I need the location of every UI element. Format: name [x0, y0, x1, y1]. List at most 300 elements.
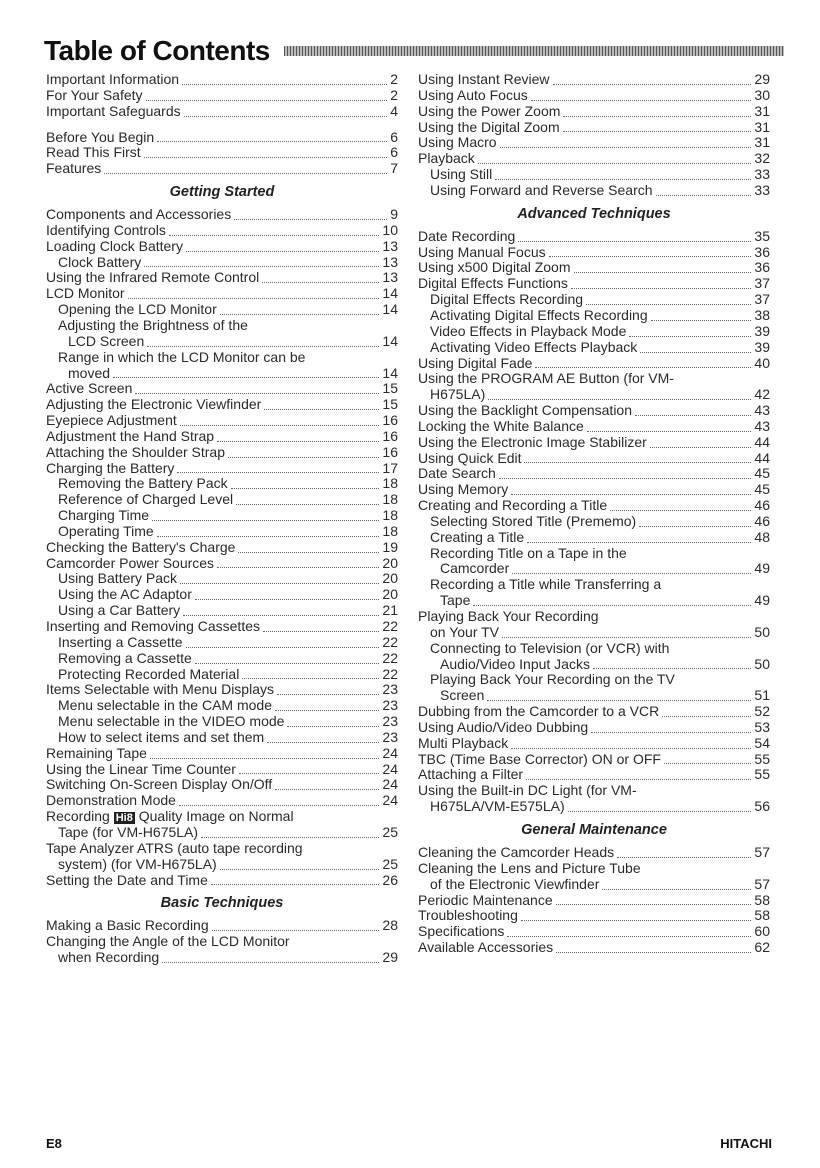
dot-leader	[629, 336, 751, 337]
dot-leader	[664, 763, 751, 764]
entry-title: Using the Backlight Compensation	[418, 402, 633, 419]
toc-entry[interactable]	[46, 793, 398, 809]
toc-entry[interactable]	[418, 356, 770, 372]
entry-page-number: 22	[382, 633, 398, 650]
toc-entry[interactable]	[418, 625, 770, 641]
toc-entry-line[interactable]: Range in which the LCD Monitor can be	[58, 348, 306, 365]
entry-page-number: 45	[754, 465, 770, 482]
entry-title: Using Manual Focus	[418, 243, 546, 260]
page-title: Table of Contents	[44, 34, 276, 68]
toc-entry[interactable]	[418, 340, 770, 356]
toc-entry-line[interactable]: Changing the Angle of the LCD Monitor	[46, 933, 290, 950]
dot-leader	[195, 663, 380, 664]
entry-page-number: 16	[382, 443, 398, 460]
dot-leader	[262, 282, 379, 283]
entry-title: Troubleshooting	[418, 907, 518, 924]
dot-leader	[180, 425, 380, 426]
dot-leader	[617, 857, 751, 858]
toc-entry[interactable]	[418, 736, 770, 752]
toc-entry-line[interactable]: Using the PROGRAM AE Button (for VM-	[418, 370, 674, 387]
dot-leader	[211, 884, 380, 885]
toc-entry[interactable]	[46, 334, 398, 350]
entry-page-number: 14	[382, 364, 398, 381]
dot-leader	[177, 472, 379, 473]
toc-entry[interactable]	[418, 720, 770, 736]
toc-entry[interactable]	[418, 924, 770, 940]
entry-title: Locking the White Balance	[418, 417, 584, 434]
toc-entry[interactable]	[46, 239, 398, 255]
entry-page-number: 23	[382, 713, 398, 730]
dot-leader	[275, 789, 379, 790]
dot-leader	[500, 147, 752, 148]
entry-page-number: 33	[754, 166, 770, 183]
entry-page-number: 16	[382, 412, 398, 429]
toc-entry[interactable]	[46, 492, 398, 508]
entry-page-number: 57	[754, 843, 770, 860]
toc-entry[interactable]	[418, 498, 770, 514]
entry-page-number: 17	[382, 459, 398, 476]
entry-title: Camcorder	[440, 560, 510, 577]
toc-entry[interactable]	[46, 762, 398, 778]
entry-title: Specifications	[418, 923, 505, 940]
toc-entry[interactable]	[46, 413, 398, 429]
entry-page-number: 18	[382, 522, 398, 539]
toc-entry[interactable]	[418, 72, 770, 88]
dot-leader	[152, 520, 379, 521]
entry-title: Using Auto Focus	[418, 86, 528, 103]
entry-page-number: 43	[754, 417, 770, 434]
toc-entry[interactable]	[46, 270, 398, 286]
toc-entry[interactable]	[46, 429, 398, 445]
toc-entry[interactable]	[46, 88, 398, 104]
dot-leader	[553, 84, 752, 85]
dot-leader	[556, 904, 752, 905]
toc-entry-line[interactable]: Recording Title on a Tape in the	[430, 544, 627, 561]
toc-entry[interactable]	[46, 207, 398, 223]
entry-page-number: 36	[754, 259, 770, 276]
entry-title: Checking the Battery's Charge	[46, 538, 236, 555]
entry-page-number: 24	[382, 776, 398, 793]
entry-title: Activating Video Effects Playback	[430, 338, 638, 355]
toc-entry[interactable]	[46, 130, 398, 146]
section-heading-advanced-techniques: Advanced Techniques	[517, 205, 671, 222]
dot-leader	[495, 179, 751, 180]
toc-entry[interactable]	[418, 482, 770, 498]
toc-entry[interactable]	[418, 419, 770, 435]
entry-title: Adjustment the Hand Strap	[46, 427, 215, 444]
toc-entry[interactable]	[418, 688, 770, 704]
entry-page-number: 44	[754, 449, 770, 466]
toc-entry-line[interactable]	[46, 809, 398, 825]
toc-entry[interactable]	[418, 167, 770, 183]
toc-entry[interactable]	[46, 603, 398, 619]
toc-entry[interactable]	[46, 397, 398, 413]
toc-entry[interactable]	[46, 145, 398, 161]
entry-title: Before You Begin	[46, 128, 155, 145]
page-number: E8	[46, 1136, 62, 1151]
toc-entry[interactable]	[418, 135, 770, 151]
entry-page-number: 42	[754, 386, 770, 403]
entry-title: H675LA/VM-E575LA)	[430, 798, 565, 815]
entry-page-number: 50	[754, 623, 770, 640]
dot-leader	[656, 195, 752, 196]
toc-entry[interactable]	[46, 161, 398, 177]
entry-title: Using Battery Pack	[58, 570, 178, 587]
dot-leader	[231, 488, 380, 489]
toc-entry[interactable]	[46, 540, 398, 556]
toc-entry[interactable]	[46, 667, 398, 683]
entry-title: Tape	[440, 592, 471, 609]
toc-entry[interactable]	[46, 556, 398, 572]
entry-title: Menu selectable in the VIDEO mode	[58, 713, 285, 730]
entry-page-number: 51	[754, 687, 770, 704]
dot-leader	[591, 732, 751, 733]
dot-leader	[287, 726, 379, 727]
dot-leader	[263, 631, 379, 632]
entry-title: of the Electronic Viewfinder	[430, 875, 600, 892]
entry-page-number: 35	[754, 227, 770, 244]
toc-entry[interactable]	[46, 104, 398, 120]
toc-entry-line[interactable]: Recording a Title while Transferring a	[430, 576, 662, 593]
toc-entry[interactable]	[418, 403, 770, 419]
toc-entry[interactable]	[46, 746, 398, 762]
toc-entry[interactable]	[418, 845, 770, 861]
toc-entry-line[interactable]: Using the Built-in DC Light (for VM-	[418, 782, 637, 799]
toc-entry[interactable]	[46, 825, 398, 841]
dot-leader	[201, 837, 379, 838]
dot-leader	[593, 668, 751, 669]
entry-page-number: 49	[754, 560, 770, 577]
entry-title: Menu selectable in the CAM mode	[58, 697, 272, 714]
entry-page-number: 54	[754, 734, 770, 751]
entry-title: Using the Linear Time Counter	[46, 760, 236, 777]
entry-page-number: 56	[754, 798, 770, 815]
toc-entry[interactable]	[46, 445, 398, 461]
dot-leader	[531, 100, 752, 101]
entry-title: Tape (for VM-H675LA)	[58, 823, 199, 840]
entry-title: Date Recording	[418, 227, 516, 244]
entry-page-number: 10	[382, 221, 398, 238]
entry-title: Removing a Cassette	[58, 649, 192, 666]
entry-page-number: 50	[754, 655, 770, 672]
dot-leader	[238, 552, 379, 553]
entry-page-number: 13	[382, 269, 398, 286]
entry-page-number: 18	[382, 475, 398, 492]
section-heading-basic-techniques: Basic Techniques	[160, 895, 284, 912]
toc-entry[interactable]	[418, 183, 770, 199]
dot-leader	[157, 141, 387, 142]
toc-entry[interactable]	[418, 704, 770, 720]
toc-entry[interactable]	[46, 461, 398, 477]
toc-entry[interactable]	[46, 476, 398, 492]
entry-title: Opening the LCD Monitor	[58, 301, 217, 318]
entry-title: Using Quick Edit	[418, 449, 522, 466]
entry-title: Using Still	[430, 166, 493, 183]
toc-entry[interactable]	[418, 276, 770, 292]
toc-entry[interactable]	[46, 635, 398, 651]
entry-page-number: 31	[754, 118, 770, 135]
toc-entry[interactable]	[46, 255, 398, 271]
entry-page-number: 22	[382, 665, 398, 682]
toc-entry[interactable]	[418, 245, 770, 261]
entry-title: LCD Monitor	[46, 285, 125, 302]
dot-leader	[650, 447, 752, 448]
entry-title: Dubbing from the Camcorder to a VCR	[418, 703, 660, 720]
dot-leader	[478, 163, 752, 164]
dot-leader	[662, 716, 751, 717]
entry-title: Inserting and Removing Cassettes	[46, 618, 260, 634]
entry-title: Removing the Battery Pack	[58, 475, 228, 492]
entry-title: Loading Clock Battery	[46, 237, 183, 254]
entry-page-number: 29	[382, 949, 398, 966]
entry-page-number: 7	[390, 160, 398, 177]
entry-page-number: 62	[754, 939, 770, 956]
toc-entry-line[interactable]: Playing Back Your Recording on the TV	[430, 671, 675, 688]
toc-entry-line[interactable]: Cleaning the Lens and Picture Tube	[418, 859, 641, 876]
entry-title: Components and Accessories	[46, 206, 232, 223]
entry-page-number: 23	[382, 697, 398, 714]
entry-page-number: 14	[382, 332, 398, 349]
entry-page-number: 37	[754, 275, 770, 292]
dot-leader	[639, 526, 751, 527]
dot-leader	[499, 478, 752, 479]
section-heading-general-maintenance: General Maintenance	[521, 821, 667, 838]
entry-page-number: 45	[754, 481, 770, 498]
entry-title: Camcorder Power Sources	[46, 554, 215, 571]
entry-page-number: 49	[754, 592, 770, 609]
toc-entry[interactable]	[418, 752, 770, 768]
toc-entry-line[interactable]: Connecting to Television (or VCR) with	[430, 639, 670, 656]
dot-leader	[144, 157, 388, 158]
toc-entry[interactable]	[418, 229, 770, 245]
dot-leader	[574, 272, 752, 273]
entry-page-number: 33	[754, 181, 770, 198]
toc-entry[interactable]	[418, 466, 770, 482]
entry-page-number: 21	[382, 602, 398, 619]
entry-page-number: 18	[382, 491, 398, 508]
toc-entry[interactable]	[418, 151, 770, 167]
dot-leader	[180, 583, 379, 584]
entry-page-number: 20	[382, 570, 398, 587]
dot-leader	[502, 637, 751, 638]
entry-title: Quality Image on Normal	[138, 808, 294, 825]
entry-title: LCD Screen	[68, 332, 145, 349]
toc-entry[interactable]	[418, 893, 770, 909]
toc-entry[interactable]	[418, 799, 770, 815]
toc-entry[interactable]	[418, 877, 770, 893]
toc-entry[interactable]	[46, 714, 398, 730]
entry-title: Using a Car Battery	[58, 602, 181, 619]
dot-leader	[521, 920, 752, 921]
entry-title: Important Information	[46, 71, 180, 87]
entry-title: H675LA)	[430, 386, 486, 403]
dot-leader	[568, 811, 752, 812]
entry-page-number: 46	[754, 512, 770, 529]
toc-entry[interactable]	[418, 308, 770, 324]
entry-title: moved	[68, 364, 111, 381]
page-heading	[44, 34, 784, 68]
entry-page-number: 16	[382, 427, 398, 444]
entry-page-number: 43	[754, 402, 770, 419]
entry-title: Attaching the Shoulder Strap	[46, 443, 226, 460]
toc-entry[interactable]	[418, 387, 770, 403]
entry-title: Using Audio/Video Dubbing	[418, 718, 589, 735]
toc-entry[interactable]	[46, 873, 398, 889]
toc-entry[interactable]	[418, 260, 770, 276]
toc-entry[interactable]	[46, 508, 398, 524]
dot-leader	[147, 346, 379, 347]
toc-entry[interactable]	[46, 777, 398, 793]
entry-page-number: 48	[754, 528, 770, 545]
toc-entry-line[interactable]: Adjusting the Brightness of the	[58, 316, 248, 333]
toc-entry[interactable]	[46, 366, 398, 382]
heading-rule	[284, 46, 784, 56]
entry-title: Demonstration Mode	[46, 792, 176, 809]
toc-entry[interactable]	[418, 292, 770, 308]
entry-title: Using Instant Review	[418, 71, 550, 87]
dot-leader	[524, 462, 751, 463]
entry-page-number: 52	[754, 703, 770, 720]
dot-leader	[239, 773, 380, 774]
entry-page-number: 36	[754, 243, 770, 260]
toc-column-left	[46, 72, 398, 966]
toc-entry[interactable]	[418, 940, 770, 956]
entry-page-number: 39	[754, 322, 770, 339]
toc-entry[interactable]	[418, 104, 770, 120]
toc-entry[interactable]	[46, 524, 398, 540]
toc-entry[interactable]	[46, 682, 398, 698]
dot-leader	[228, 457, 379, 458]
entry-page-number: 4	[390, 102, 398, 119]
dot-leader	[182, 84, 387, 85]
entry-title: Charging Time	[58, 507, 150, 524]
entry-title: Setting the Date and Time	[46, 871, 208, 888]
entry-title: Using the Power Zoom	[418, 102, 561, 119]
dot-leader	[571, 288, 752, 289]
toc-entry[interactable]	[46, 651, 398, 667]
dot-leader	[473, 605, 751, 606]
dot-leader	[135, 393, 379, 394]
entry-title: Using the Electronic Image Stabilizer	[418, 433, 647, 450]
toc-entry[interactable]	[46, 918, 398, 934]
toc-entry[interactable]	[46, 302, 398, 318]
toc-entry[interactable]	[418, 88, 770, 104]
toc-entry-line[interactable]: Tape Analyzer ATRS (auto tape recording	[46, 839, 303, 856]
entry-title: Attaching a Filter	[418, 766, 524, 783]
entry-page-number: 25	[382, 855, 398, 872]
toc-entry[interactable]	[418, 657, 770, 673]
dot-leader	[242, 678, 379, 679]
toc-entry[interactable]	[418, 530, 770, 546]
dot-leader	[220, 869, 380, 870]
entry-page-number: 20	[382, 554, 398, 571]
dot-leader	[157, 536, 380, 537]
toc-entry-line[interactable]: Playing Back Your Recording	[418, 608, 599, 624]
entry-page-number: 60	[754, 923, 770, 940]
entry-page-number: 30	[754, 86, 770, 103]
toc-entry[interactable]	[418, 120, 770, 136]
dot-leader	[275, 710, 379, 711]
toc-entry[interactable]	[418, 908, 770, 924]
entry-title: Using Macro	[418, 134, 497, 151]
dot-leader	[277, 694, 379, 695]
entry-page-number: 14	[382, 285, 398, 302]
dot-leader	[549, 256, 752, 257]
dot-leader	[640, 352, 751, 353]
entry-page-number: 14	[382, 301, 398, 318]
entry-page-number: 24	[382, 760, 398, 777]
toc-entry[interactable]	[46, 950, 398, 966]
entry-title: For Your Safety	[46, 86, 143, 103]
entry-title: Protecting Recorded Material	[58, 665, 240, 682]
entry-page-number: 6	[390, 144, 398, 161]
dot-leader	[512, 573, 751, 574]
toc-entry[interactable]	[46, 619, 398, 635]
entry-title: system) (for VM-H675LA)	[58, 855, 217, 872]
entry-page-number: 29	[754, 71, 770, 87]
entry-title: Active Screen	[46, 380, 133, 397]
toc-column-right	[418, 72, 770, 956]
toc-entry[interactable]	[46, 698, 398, 714]
dot-leader	[610, 510, 751, 511]
toc-entry[interactable]	[46, 730, 398, 746]
toc-entry[interactable]	[46, 72, 398, 88]
toc-entry[interactable]	[418, 435, 770, 451]
toc-entry[interactable]	[418, 767, 770, 783]
entry-title: on Your TV	[430, 623, 500, 640]
toc-entry[interactable]	[46, 223, 398, 239]
entry-title: Using the AC Adaptor	[58, 586, 192, 603]
dot-leader	[186, 251, 379, 252]
toc-entry[interactable]	[46, 587, 398, 603]
entry-page-number: 25	[382, 823, 398, 840]
dot-leader	[212, 930, 380, 931]
entry-title: Read This First	[46, 144, 141, 161]
entry-title: Charging the Battery	[46, 459, 175, 476]
entry-page-number: 58	[754, 891, 770, 908]
toc-entry[interactable]	[418, 593, 770, 609]
toc-entry[interactable]	[418, 324, 770, 340]
entry-title: Using Digital Fade	[418, 354, 533, 371]
entry-title: Clock Battery	[58, 253, 142, 270]
dot-leader	[635, 415, 751, 416]
entry-title: Operating Time	[58, 522, 154, 539]
entry-page-number: 37	[754, 291, 770, 308]
toc-entry[interactable]	[46, 857, 398, 873]
entry-title: Remaining Tape	[46, 744, 147, 761]
dot-leader	[527, 542, 751, 543]
entry-page-number: 20	[382, 586, 398, 603]
dot-leader	[236, 504, 379, 505]
toc-entry[interactable]	[418, 451, 770, 467]
dot-leader	[128, 298, 380, 299]
entry-page-number: 13	[382, 237, 398, 254]
entry-title: Using x500 Digital Zoom	[418, 259, 571, 276]
toc-entry[interactable]	[46, 286, 398, 302]
entry-page-number: 2	[390, 71, 398, 87]
toc-entry[interactable]	[46, 571, 398, 587]
toc-entry[interactable]	[418, 561, 770, 577]
toc-entry[interactable]	[418, 514, 770, 530]
toc-entry[interactable]	[46, 381, 398, 397]
dot-leader	[183, 615, 379, 616]
entry-title: Eyepiece Adjustment	[46, 412, 177, 429]
entry-title: Using Memory	[418, 481, 509, 498]
dot-leader	[150, 758, 380, 759]
entry-title: Creating and Recording a Title	[418, 497, 608, 514]
entry-page-number: 15	[382, 380, 398, 397]
entry-page-number: 44	[754, 433, 770, 450]
